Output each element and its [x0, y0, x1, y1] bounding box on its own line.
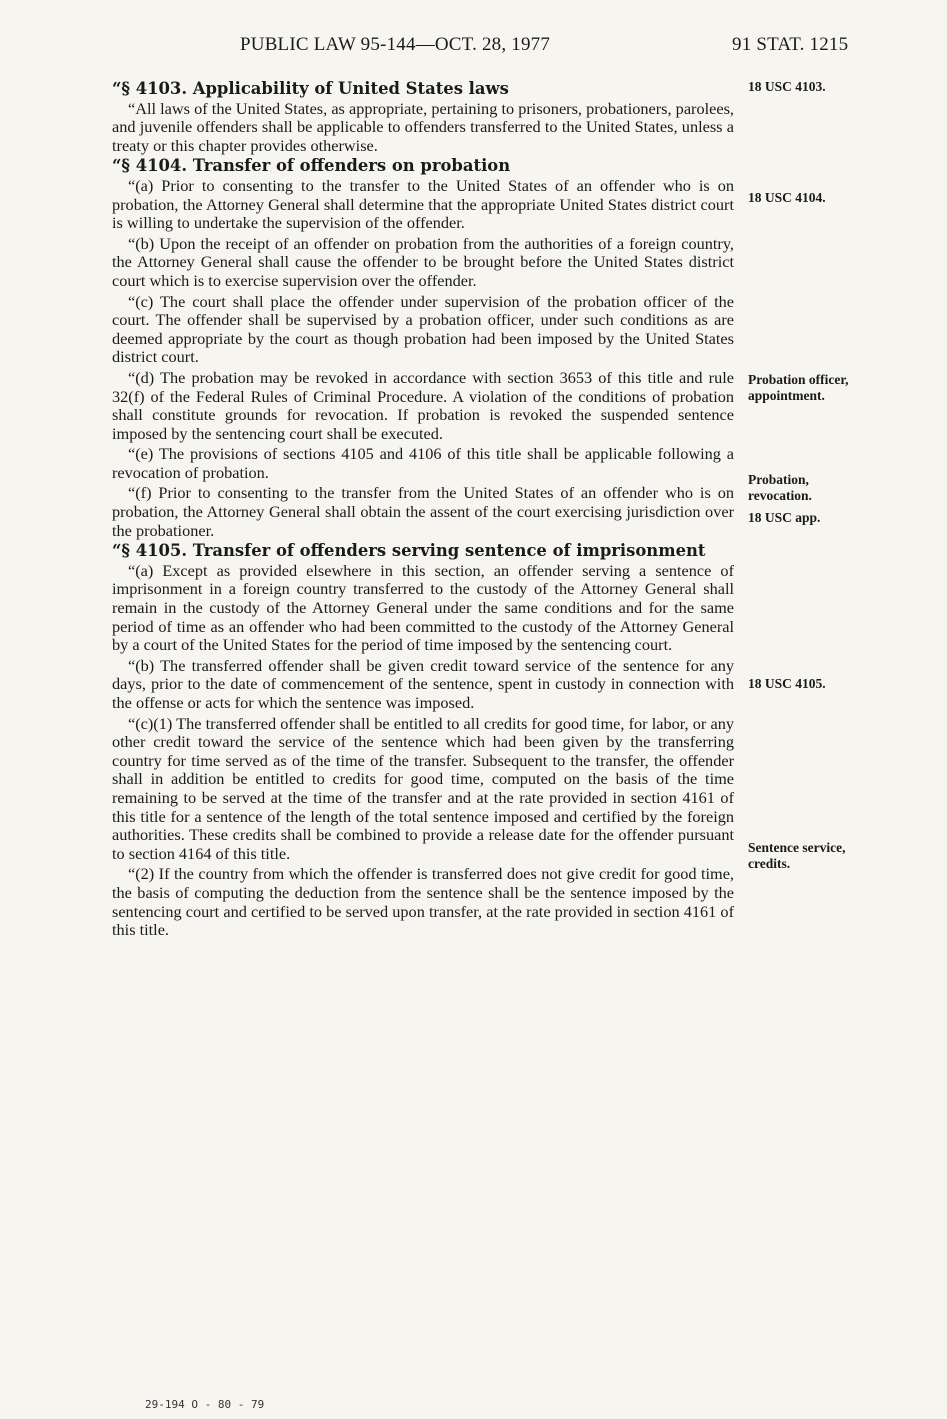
- page-footer-code: 29-194 O - 80 - 79: [145, 1398, 265, 1411]
- paragraph: “(a) Prior to consenting to the transfer to the United States of an offender who is on probation, the Attorney General shall determine that the appropriate United States district court is willing to undertake the supervision of the offender.: [112, 175, 734, 233]
- paragraph: “(d) The probation may be revoked in accordance with section 3653 of this title and rule 32(f) of the Federal Rules of Criminal Procedure. A violation of the conditions of probation shall constitute grounds for revocation. If probation is revoked the suspended sentence imposed by the sentencing court shall be executed.: [112, 367, 734, 443]
- paragraph: “(b) Upon the receipt of an offender on probation from the authorities of a foreign country, the Attorney General shall cause the offender to be brought before the United States district court which is to exercise supervision over the offender.: [112, 233, 734, 290]
- paragraph: “(a) Except as provided elsewhere in this section, an offender serving a sentence of imprisonment in a foreign country transferred to the custody of the Attorney General shall remain in the custody of the Attorney General under the same conditions and for the same period of time as an offender who had been committed to the custody of the Attorney General by a court of the United States for the period of time imposed by the sentencing court.: [112, 560, 734, 655]
- margin-note-18usc4105: 18 USC 4105.: [748, 676, 826, 691]
- section-heading-4105: “§ 4105. Transfer of offenders serving sentence of imprisonment: [112, 541, 706, 561]
- margin-note-18usc4104: 18 USC 4104.: [748, 190, 826, 205]
- paragraph: “(b) The transferred offender shall be given credit toward service of the sentence for any days, prior to the date of commencement of the sentence, spent in custody in connection with the offense or acts for which the sentence was imposed.: [112, 655, 734, 712]
- section-heading-4103: “§ 4103. Applicability of United States laws: [112, 79, 509, 98]
- paragraph: “All laws of the United States, as appropriate, pertaining to prisoners, probationers, parolees, and juvenile offenders shall be applicable to offenders transferred to the United States, unless a treaty or this chapter provides otherwise.: [112, 98, 734, 155]
- header-stat-citation: 91 STAT. 1215: [732, 34, 849, 55]
- header-title: PUBLIC LAW 95-144—OCT. 28, 1977: [240, 34, 551, 55]
- margin-note-sentence-service: Sentence service, credits.: [748, 840, 846, 871]
- paragraph: “(e) The provisions of sections 4105 and 4106 of this title shall be applicable following a revocation of probation.: [112, 444, 734, 482]
- margin-note-18usc4103: 18 USC 4103.: [748, 79, 826, 94]
- paragraph: “(c)(1) The transferred offender shall be entitled to all credits for good time, for labor, or any other credit toward the service of the sentence which had been given by the transferring country for time served as of the time of the transfer. Subsequent to the transfer, the offender shall in addition be entitled to credits for good time, computed on the basis of the time remaining to be served at the time of the transfer and at the rate provided in section 4161 of this title for a sentence of the length of the total sentence imposed and certified by the foreign authorities. These credits shall be combined to provide a release date for the offender pursuant to section 4164 of this title.: [112, 713, 734, 863]
- page-header: [0, 30, 947, 60]
- section-heading-4104: “§ 4104. Transfer of offenders on probation: [112, 156, 511, 176]
- paragraph: “(2) If the country from which the offender is transferred does not give credit for good time, the basis of computing the deduction from the sentence shall be the sentence imposed by the sentencing court and certified to be served upon transfer, at the rate provided in section 4161 of this title.: [112, 864, 734, 940]
- paragraph: “(c) The court shall place the offender under supervision of the probation officer of the court. The offender shall be supervised by a probation officer, under such conditions as are deemed appropriate by the court as though probation had been imposed by the United States district court.: [112, 291, 734, 367]
- margin-note-18usc-app: 18 USC app.: [748, 510, 821, 525]
- document-body: [112, 78, 734, 942]
- margin-note-probation-officer: Probation officer, appointment.: [748, 372, 849, 403]
- margin-note-probation-revocation: Probation, revocation.: [748, 472, 812, 503]
- paragraph: “(f) Prior to consenting to the transfer from the United States of an offender who is on probation, the Attorney General shall obtain the assent of the court exercising jurisdiction over the probationer.: [112, 483, 734, 540]
